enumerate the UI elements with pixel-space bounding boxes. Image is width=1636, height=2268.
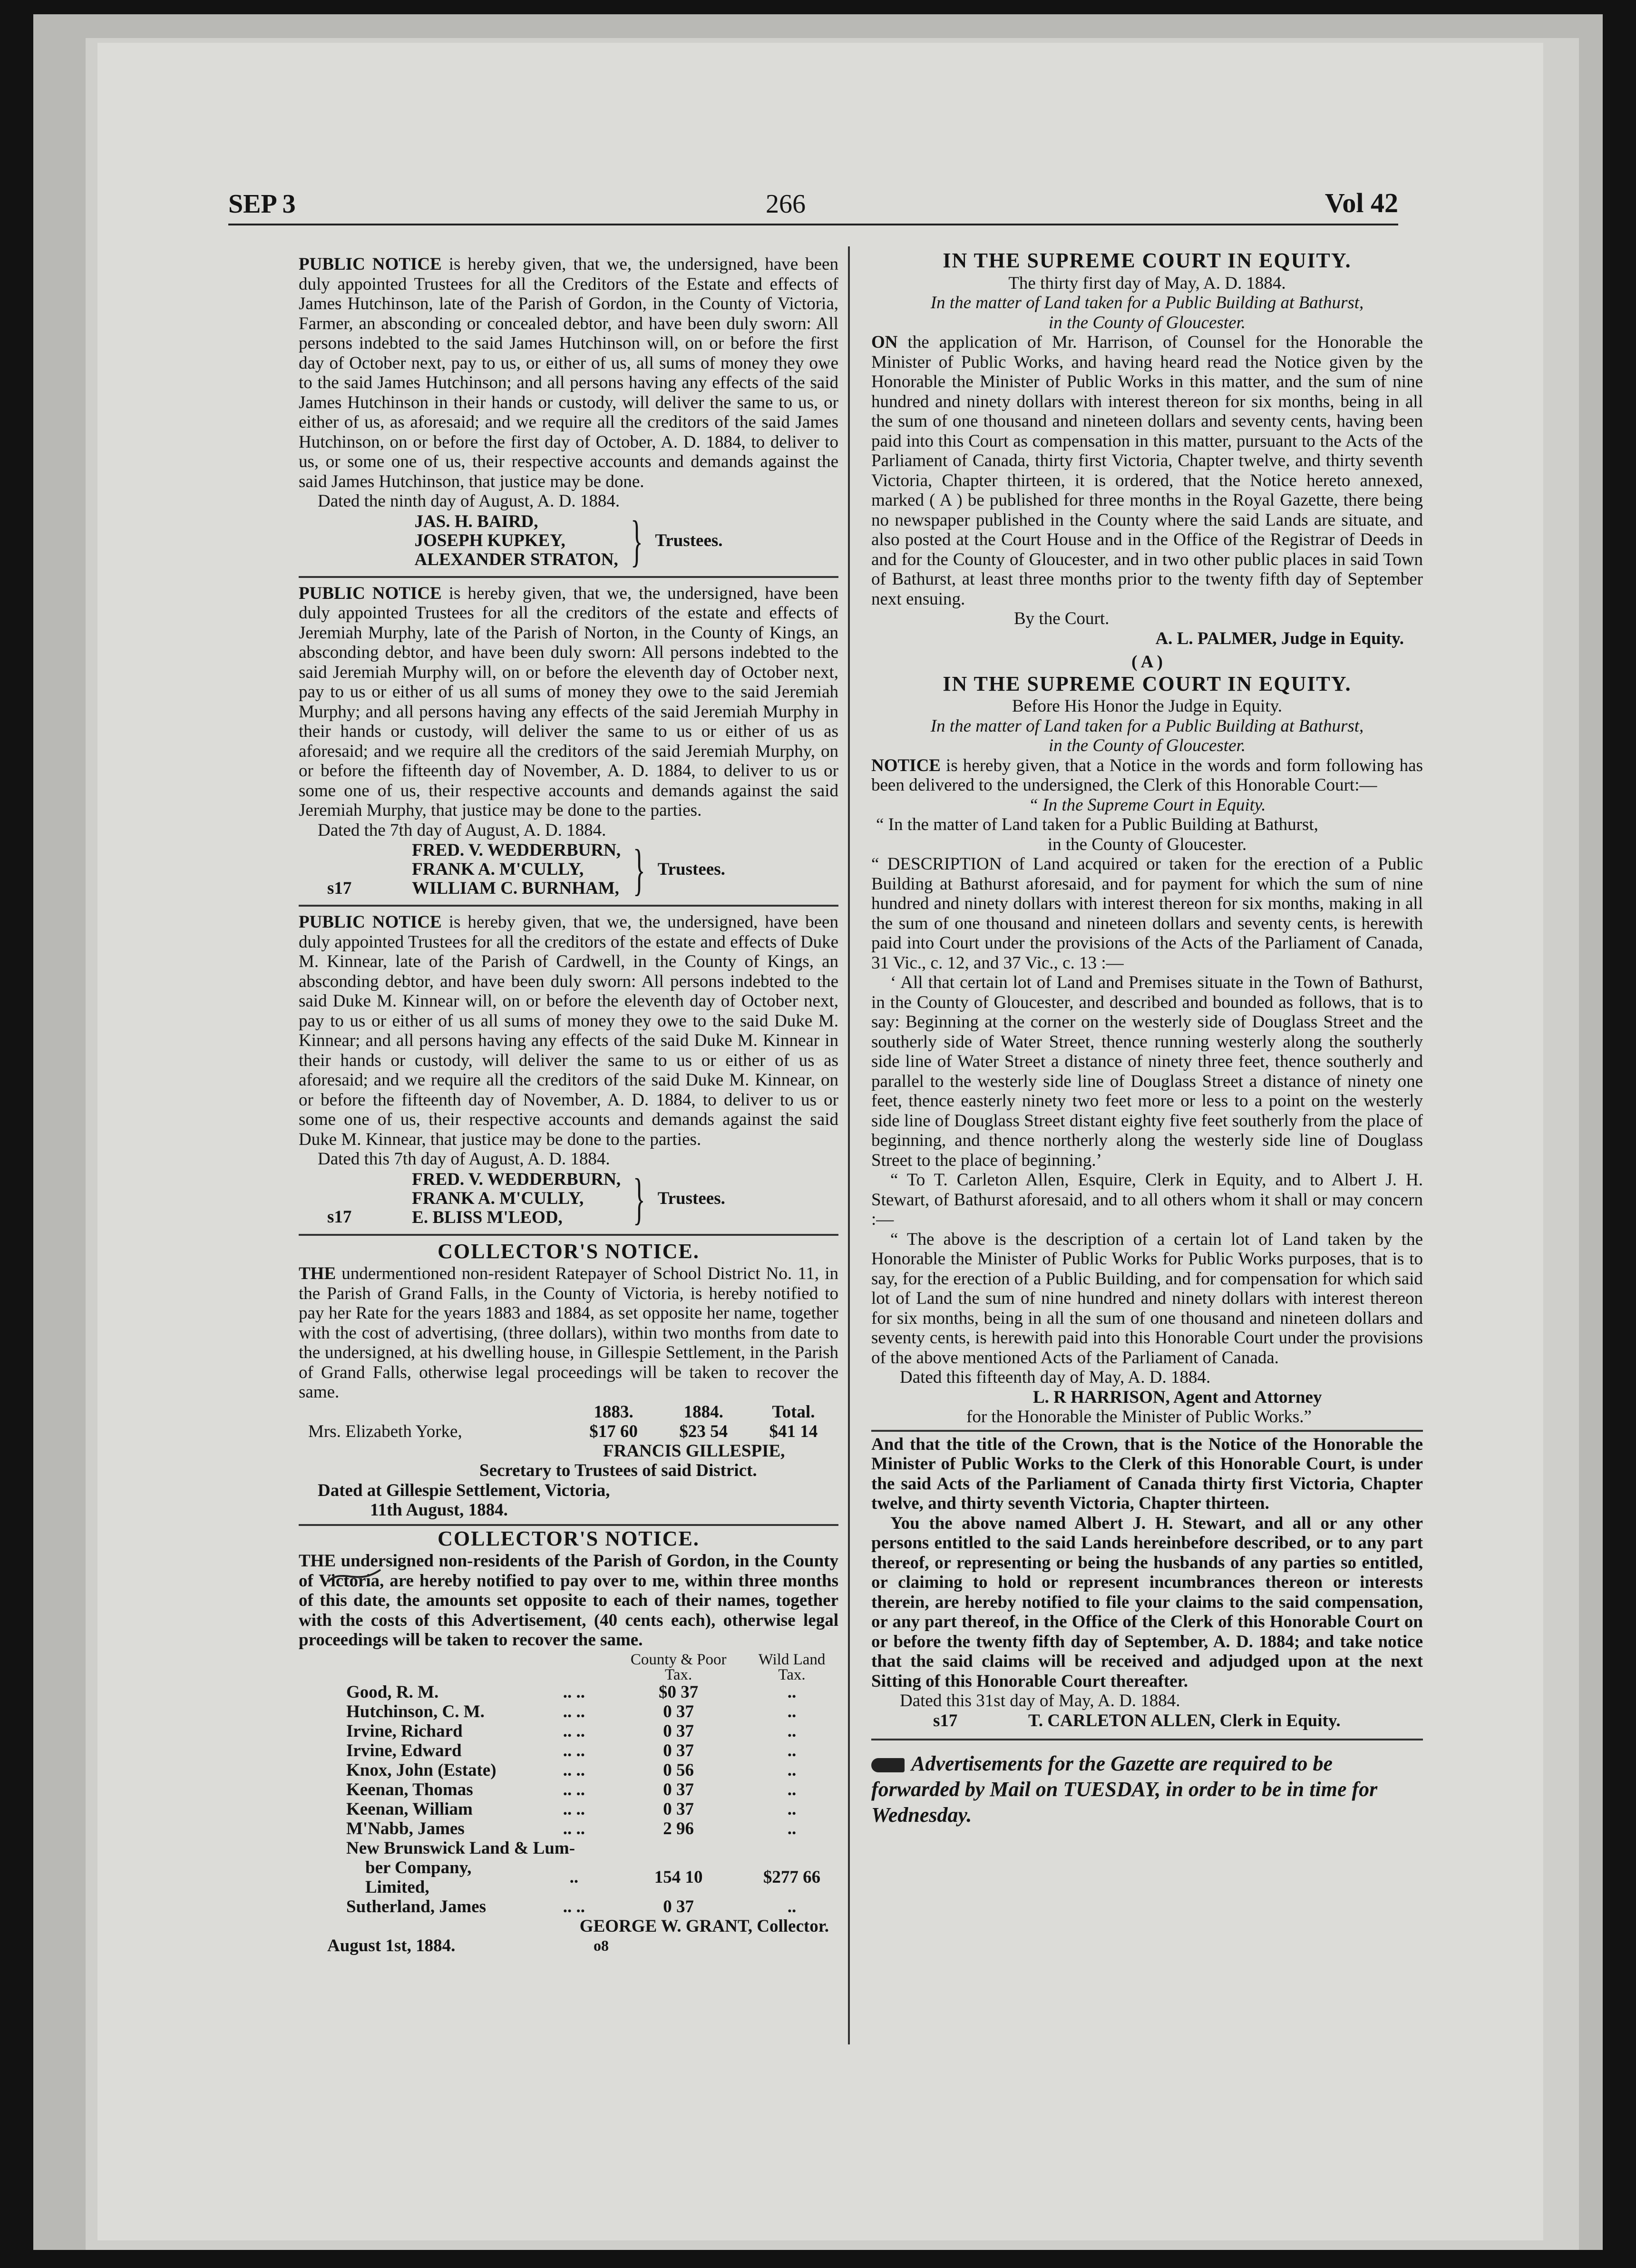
agent-line: for the Honorable the Minister of Public Works.” (966, 1407, 1312, 1427)
trustee-name: ALEXANDER STRATON, (414, 549, 618, 569)
collector-dated-place: Dated at Gillespie Settlement, Victoria, (318, 1480, 610, 1500)
col-header-county-poor: County & Poor (630, 1651, 727, 1668)
county-poor-tax: 0 37 (663, 1721, 694, 1741)
collector-date: August 1st, 1884. (327, 1936, 456, 1955)
table-row (299, 1799, 838, 1819)
pointing-hand-icon (871, 1758, 905, 1772)
section-rule (871, 1430, 1423, 1432)
county-poor-tax: 0 37 (663, 1779, 694, 1799)
col-header-county-poor-tax: Tax. (665, 1666, 692, 1683)
rate-total: $41 14 (769, 1421, 818, 1441)
table-row (299, 1721, 838, 1741)
section-rule (871, 1739, 1423, 1740)
quoted-court: “ In the Supreme Court in Equity. (1028, 795, 1266, 815)
notice-lead: PUBLIC NOTICE (299, 583, 442, 603)
wild-land-tax: .. (787, 1721, 797, 1741)
notice-dated: Dated this 7th day of August, A. D. 1884. (318, 1149, 610, 1169)
lot-description: ‘ All that certain lot of Land and Premises situate in the Town of Bathurst, in the County of Gloucester, and described and bounded as follows, that is to say: Beginning at the corner on the westerly side of Douglass Street and the southerly side of Water Street, thence running westerly along the southerly side line of Water Street a distance of ninety three feet, thence southerly and parallel to the westerly side line of Douglass Street a distance of ninety one feet, thence easterly ninety two feet more or less to a point on the westerly side line of Douglass Street distant eighty five feet southerly from the place of beginning, and thence northerly along the westerly side line of Douglass Street to the place of beginning.’ (871, 973, 1423, 1170)
ratepayer-name: Mrs. Elizabeth Yorke, (308, 1421, 462, 1441)
wild-land-tax: .. (787, 1682, 797, 1702)
header-rule (228, 224, 1398, 225)
section-rule (299, 576, 838, 578)
trustee-signatures (299, 508, 838, 572)
leader-dots: .. .. (563, 1897, 585, 1916)
table-row (299, 1838, 838, 1858)
taxpayer-name: Irvine, Edward (346, 1740, 462, 1760)
tax-table (299, 1652, 838, 1916)
taxpayer-name: Irvine, Richard (346, 1721, 463, 1741)
wild-land-tax: $277 66 (763, 1867, 821, 1887)
notice-body: undersigned non-residents of the Parish of Gordon, in the County of Victoria, are hereby notified to pay over to me, within three months of this date, the amounts set opposite to each of their names, together with the costs of this Advertisement, (40 cents each), otherwise legal proceedings will be taken to recover the same. (299, 1551, 838, 1650)
insertion-code: s17 (933, 1711, 958, 1730)
taxpayer-name: New Brunswick Land & Lum- (346, 1838, 575, 1858)
leader-dots: .. .. (563, 1740, 585, 1760)
leader-dots: .. .. (563, 1721, 585, 1741)
county-poor-tax: 0 37 (663, 1740, 694, 1760)
taxpayer-name: ber Company, Limited, (365, 1857, 472, 1897)
brace-icon: } (633, 838, 645, 901)
addressees: “ To T. Carleton Allen, Esquire, Clerk in Equity, and to Albert J. H. Stewart, of Bathurst aforesaid, and to all others whom it shall or may concern :— (871, 1170, 1423, 1229)
order-lead: ON (871, 332, 898, 352)
table-row (299, 1682, 838, 1702)
wild-land-tax: .. (787, 1779, 797, 1799)
county-poor-tax: 0 37 (663, 1701, 694, 1721)
collector-title: COLLECTOR'S NOTICE. (438, 1526, 700, 1550)
county-poor-tax: 0 37 (663, 1799, 694, 1819)
header-date: SEP 3 (228, 189, 296, 219)
section-rule (299, 905, 838, 907)
collector-notice-gordon (299, 1526, 838, 1956)
col-header-wild-land-tax: Tax. (778, 1666, 806, 1683)
column-divider (848, 246, 850, 2044)
wild-land-tax: .. (787, 1897, 797, 1916)
leader-dots: .. .. (563, 1682, 585, 1702)
col-header-1884: 1884. (683, 1402, 723, 1422)
rate-1884: $23 54 (679, 1421, 728, 1441)
secretary-title: Secretary to Trustees of said District. (479, 1461, 757, 1480)
quoted-matter: in the County of Gloucester. (1047, 834, 1247, 854)
table-row (299, 1760, 838, 1780)
agent-line: L. R HARRISON, Agent and Attorney (1033, 1387, 1322, 1407)
collector-signature: GEORGE W. GRANT, Collector. (579, 1916, 829, 1936)
notice-body: is hereby given, that a Notice in the words and form following has been delivered to the undersigned, the Clerk of this Honorable Court:— (871, 755, 1423, 795)
notice-body: is hereby given, that we, the undersigned, have been duly appointed Trustees for all the creditors of the estate and effects of Duke M. Kinnear, late of the Parish of Cardwell, in the County of Kings, an absconding debtor, and have been duly sworn: All persons indebted to the said Duke M. Kinnear will, on or before the eleventh day of October next, pay to us or either of us all sums of money they owe to the said Duke M. Kinnear; and all persons having any effects of the said Duke M. Kinnear in their hands or custody, will deliver the same to us or either of us as aforesaid; and we require all the creditors of the said Duke M. Kinnear, on or before the fifteenth day of November, A. D. 1884, to deliver to us or some one of us, their respective accounts and demands against the said Duke M. Kinnear, that justice may be done to the parties. (299, 912, 838, 1149)
court-before: Before His Honor the Judge in Equity. (1012, 696, 1282, 716)
right-column (871, 249, 1423, 1828)
trustee-notice-murphy (299, 584, 838, 899)
col-header-total: Total. (772, 1402, 815, 1422)
wild-land-tax: .. (787, 1740, 797, 1760)
table-row (299, 1819, 838, 1838)
county-poor-tax: 0 56 (663, 1760, 694, 1780)
county-poor-tax: 0 37 (663, 1897, 694, 1916)
taxpayer-name: Keenan, William (346, 1799, 473, 1819)
table-row (299, 1780, 838, 1799)
table-row (299, 1858, 838, 1897)
court-title: IN THE SUPREME COURT IN EQUITY. (943, 249, 1352, 272)
trustee-name: FRED. V. WEDDERBURN, (412, 1169, 621, 1189)
claimants-notice: You the above named Albert J. H. Stewart, and all or any other persons entitled to the said Lands hereinbefore described, or to any part thereof, or representing or being the husbands of any parties so entitled, or claiming to hold or represent incumbrances thereon or interests therein, are hereby notified to file your claims to the said compensation, or any part thereof, in the Office of the Clerk of this Honorable Court on or before the twenty fifth day of September, A. D. 1884; and take notice that the said claims will be received and adjudged upon at the next Sitting of this Honorable Court thereafter. (871, 1513, 1423, 1691)
collector-notice-grand-falls (299, 1239, 838, 1520)
trustee-name: JOSEPH KUPKEY, (414, 530, 565, 550)
notice-lead: PUBLIC NOTICE (299, 912, 442, 932)
rate-1883: $17 60 (589, 1421, 638, 1441)
notice-lead: THE (299, 1551, 336, 1571)
secretary-name: FRANCIS GILLESPIE, (603, 1441, 785, 1461)
matter-line: In the matter of Land taken for a Public Building at Bathurst, (930, 716, 1364, 736)
dated-fifteenth: Dated this fifteenth day of May, A. D. 1884. (900, 1368, 1211, 1387)
leader-dots: .. .. (563, 1818, 585, 1838)
trustee-name: FRANK A. M'CULLY, (412, 1188, 584, 1208)
trustee-notice-kinnear (299, 912, 838, 1230)
county-poor-tax: $0 37 (659, 1682, 699, 1702)
insertion-code: s17 (327, 1207, 352, 1227)
section-rule (299, 1234, 838, 1236)
dated-31st: Dated this 31st day of May, A. D. 1884. (900, 1691, 1180, 1711)
insertion-code: o8 (594, 1937, 609, 1954)
order-body: the application of Mr. Harrison, of Counsel for the Honorable the Minister of Public Works, and having heard read the Notice given by the Honorable the Minister of Public Works in this matter, and the sum of nine hundred and ninety dollars with interest thereon for six months, being in all the sum of one thousand and nineteen dollars and seventy cents, having been paid into this Court as compensation in this matter, pursuant to the Acts of the Parliament of Canada, thirty first Victoria, Chapter twelve, and thirty seventh Victoria, Chapter thirteen, it is ordered, that the Notice hereto annexed, marked ( A ) be published for three months in the Royal Gazette, there being no newspaper published in the County where the said Lands are situate, and also posted at the Court House and in the Office of the Registrar of Deeds in and for the County of Gloucester, and in two other public places in said Town of Bathurst, at least three months prior to the twenty fifth day of September next ensuing. (871, 332, 1423, 609)
brace-icon: } (630, 508, 643, 572)
court-title: IN THE SUPREME COURT IN EQUITY. (943, 672, 1352, 695)
taxpayer-name: Knox, John (Estate) (346, 1760, 497, 1780)
leader-dots: .. .. (563, 1779, 585, 1799)
annex-mark: ( A ) (1131, 652, 1163, 672)
taxpayer-name: Sutherland, James (346, 1897, 486, 1916)
crown-title: And that the title of the Crown, that is the Notice of the Honorable the Minister of Public Works to the Clerk of this Honorable Court, is under the said Acts of the Parliament of Canada thirty first Victoria, Chapter twelve, and thirty seventh Victoria, Chapter thirteen. (871, 1434, 1423, 1513)
taxpayer-name: Keenan, Thomas (346, 1779, 473, 1799)
trustee-name: WILLIAM C. BURNHAM, (412, 879, 619, 898)
wild-land-tax: .. (787, 1760, 797, 1780)
insertion-code: s17 (327, 878, 352, 898)
judge-signature: A. L. PALMER, Judge in Equity. (1155, 628, 1404, 648)
notice-body: undermentioned non-resident Ratepayer of School District No. 11, in the Parish of Grand Falls, in the County of Victoria, is hereby notified to pay her Rate for the years 1883 and 1884, as set opposite her name, together with the cost of advertising, (three dollars), within two months from date to the undersigned, at his dwelling house, in Gillespie Settlement, in the Parish of Grand Falls, otherwise legal proceedings will be taken to recover the same. (299, 1264, 838, 1402)
section-rule (299, 1524, 838, 1526)
collector-dated-date: 11th August, 1884. (370, 1500, 508, 1520)
wild-land-tax: .. (787, 1701, 797, 1721)
taxpayer-name: M'Nabb, James (346, 1818, 465, 1838)
leader-dots: .. .. (563, 1701, 585, 1721)
court-date: The thirty first day of May, A. D. 1884. (1008, 273, 1286, 293)
left-column (299, 254, 838, 1956)
trustee-notice-hutchinson (299, 254, 838, 572)
taxpayer-name: Good, R. M. (346, 1682, 439, 1702)
col-header-1883: 1883. (594, 1402, 633, 1422)
trustee-name: E. BLISS M'LEOD, (412, 1207, 563, 1227)
trustees-label: Trustees. (655, 530, 723, 550)
table-row (299, 1702, 838, 1721)
trustee-signatures (299, 838, 838, 901)
wild-land-tax: .. (787, 1818, 797, 1838)
trustee-signatures (299, 1166, 838, 1230)
col-header-wild-land: Wild Land (758, 1651, 826, 1668)
page-header (228, 145, 1398, 226)
trustees-label: Trustees. (657, 860, 725, 880)
collector-title: COLLECTOR'S NOTICE. (438, 1239, 700, 1263)
leader-dots: .. (569, 1867, 579, 1887)
table-row (299, 1741, 838, 1760)
clerk-signature: T. CARLETON ALLEN, Clerk in Equity. (1028, 1711, 1341, 1730)
notice-body: is hereby given, that we, the undersigned, have been duly appointed Trustees for all the Creditors of the Estate and effects of James Hutchinson, late of the Parish of Gordon, in the County of Victoria, Farmer, an absconding or concealed debtor, and have been duly sworn: All persons indebted to the said James Hutchinson will, on or before the first day of October next, pay to us, or either of us, all sums of money they owe to the said James Hutchinson; and all persons having any effects of the said James Hutchinson in their hands or custody, will deliver the same to us, or either of us, as aforesaid; and we require all the creditors of the said James Hutchinson, on or before the first day of October, A. D. 1884, to deliver to us, or some one of us, their respective accounts and demands against the said James Hutchinson, that justice may be done. (299, 254, 838, 491)
county-poor-tax: 154 10 (654, 1867, 703, 1887)
trustee-name: JAS. H. BAIRD, (414, 511, 538, 531)
county-poor-tax: 2 96 (663, 1818, 694, 1838)
quoted-matter: “ In the matter of Land taken for a Public Building at Bathurst, (876, 815, 1318, 834)
trustee-name: FRANK A. M'CULLY, (412, 860, 584, 879)
taxpayer-name: Hutchinson, C. M. (346, 1701, 485, 1721)
wild-land-tax: .. (787, 1799, 797, 1819)
leader-dots: .. .. (563, 1760, 585, 1780)
above-description: “ The above is the description of a certain lot of Land taken by the Honorable the Minister of Public Works for Public Works purposes, that is to say, for the erection of a Public Building, and for compensation for which said lot of Land the sum of nine hundred and ninety dollars with interest thereon for six months, being in all the sum of one thousand and nineteen dollars and seventy cents, is herewith paid into this Honorable Court under the provisions of the above mentioned Acts of the Parliament of Canada. (871, 1229, 1423, 1368)
header-volume: Vol 42 (1324, 187, 1398, 218)
matter-line: In the matter of Land taken for a Public Building at Bathurst, (930, 293, 1364, 313)
matter-line: in the County of Gloucester. (1048, 313, 1246, 332)
header-page-number: 266 (766, 189, 806, 219)
brace-icon: } (633, 1166, 645, 1230)
notice-lead: THE (299, 1264, 336, 1283)
table-row (299, 1897, 838, 1916)
rate-table (299, 1402, 838, 1441)
leader-dots: .. .. (563, 1799, 585, 1819)
trustees-label: Trustees. (657, 1188, 725, 1208)
matter-line: in the County of Gloucester. (1048, 736, 1246, 755)
notice-body: is hereby given, that we, the undersigned, have been duly appointed Trustees for all the creditors of the estate and effects of Jeremiah Murphy, late of the Parish of Norton, in the County of Kings, an absconding debtor, and have been duly sworn: All persons indebted to the said Jeremiah Murphy will, on or before the eleventh day of October next, pay to us or either of us all sums of money they owe to the said Jeremiah Murphy; and all persons having any effects of the said Jeremiah Murphy in their hands or custody, will deliver the same to us or either of us as aforesaid; and we require all the creditors of the said Jeremiah Murphy, on or before the fifteenth day of November, A. D. 1884, to deliver to us or some one of us, their respective accounts and demands against the said Jeremiah Murphy, that justice may be done to the parties. (299, 583, 838, 820)
table-row (299, 1422, 838, 1441)
notice-lead: PUBLIC NOTICE (299, 254, 442, 274)
notice-dated: Dated the 7th day of August, A. D. 1884. (318, 820, 606, 840)
by-the-court: By the Court. (1014, 609, 1110, 628)
advert-notice (871, 1751, 1423, 1828)
notice-dated: Dated the ninth day of August, A. D. 1884. (318, 491, 620, 511)
land-description: “ DESCRIPTION of Land acquired or taken for the erection of a Public Building at Bathurst aforesaid, and for payment for which the sum of nine hundred and ninety dollars with interest thereon for six months, making in all the sum of one thousand and nineteen dollars and seventy cents, is herewith paid into Court under the provisions of the Acts of the Parliament of Canada, 31 Vic., c. 12, and 37 Vic., c. 13 :— (871, 854, 1423, 973)
notice-lead: NOTICE (871, 755, 941, 775)
trustee-name: FRED. V. WEDDERBURN, (412, 841, 621, 860)
advert-text: Advertisements for the Gazette are required to be forwarded by Mail on TUESDAY, in order to be in time for Wednesday. (871, 1751, 1378, 1827)
pen-mark (323, 1558, 385, 1591)
